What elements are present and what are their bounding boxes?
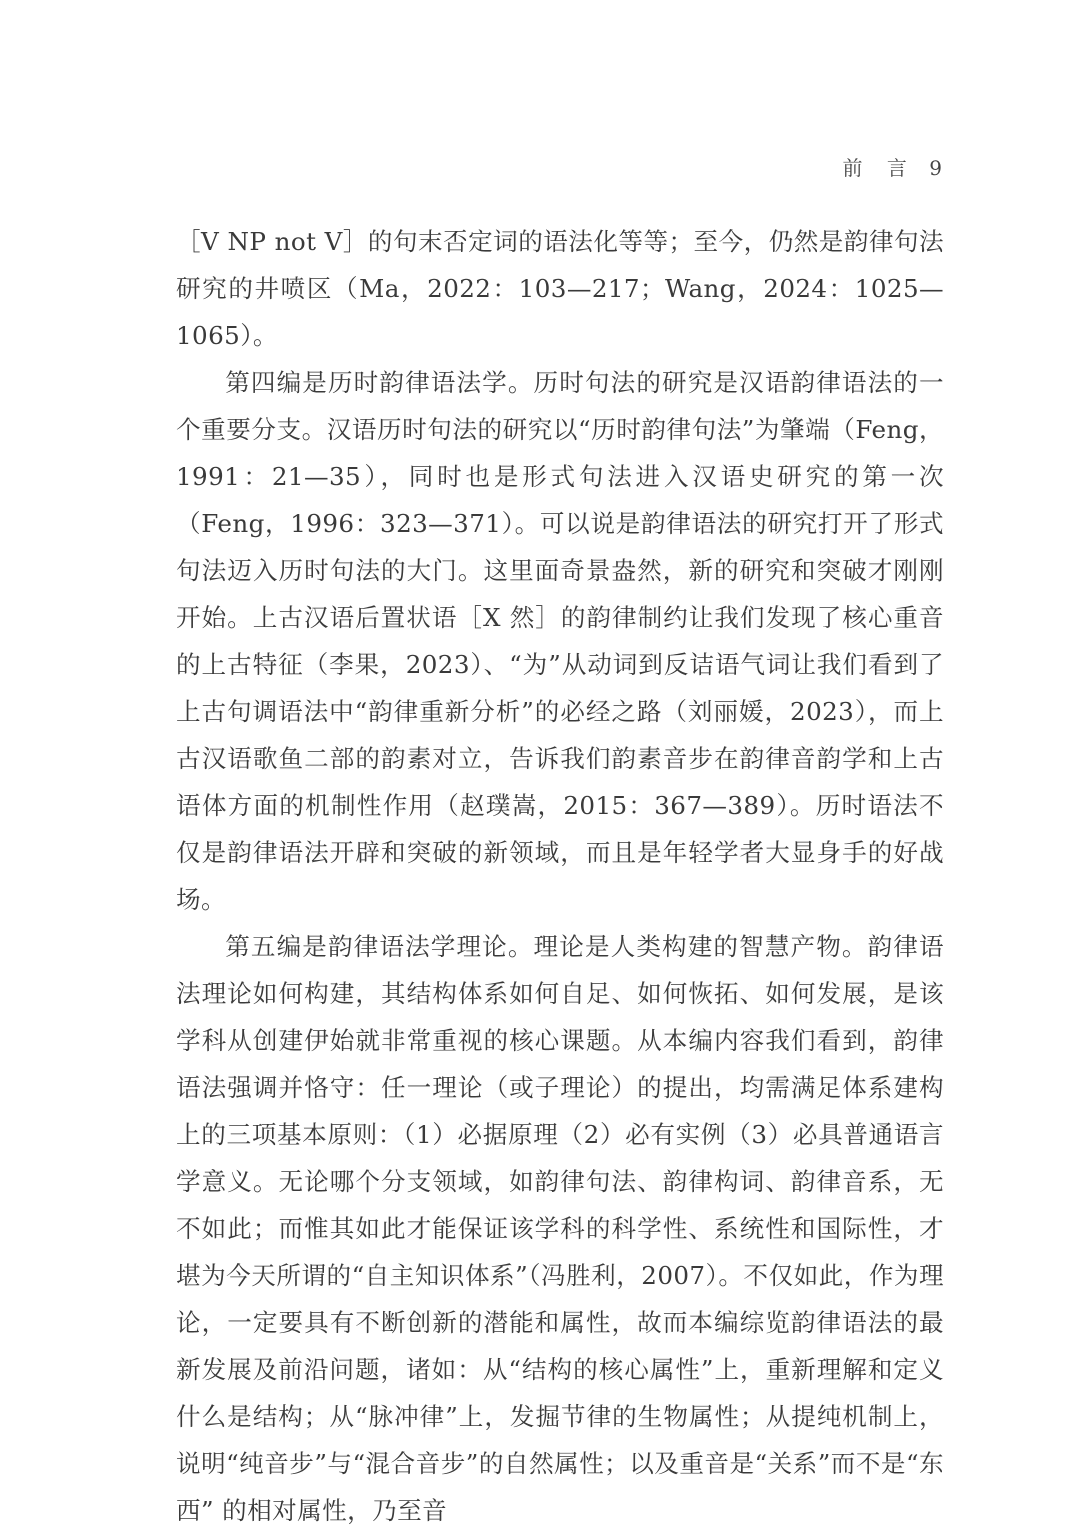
running-header [843,152,944,181]
page-number: 9 [929,156,944,180]
paragraph-part-five: 第五编是韵律语法学理论。理论是人类构建的智慧产物。韵律语法理论如何构建，其结构体系如何自足、如何恢拓、如何发展，是该学科从创建伊始就非常重视的核心课题。从本编内容我们看到，韵律语法强调并恪守：任一理论（或子理论）的提出，均需满足体系建构上的三项基本原则：（1）必据原理（2）必有实例（3）必具普通语言学意义。无论哪个分支领域，如韵律句法、韵律构词、韵律音系，无不如此；而惟其如此才能保证该学科的科学性、系统性和国际性，才堪为今天所谓的“自主知识体系”（冯胜利，2007）。不仅如此，作为理论，一定要具有不断创新的潜能和属性，故而本编综览韵律语法的最新发展及前沿问题，诸如：从“结构的核心属性”上，重新理解和定义什么是结构；从“脉冲律”上，发掘节律的生物属性；从提纯机制上，说明“纯音步”与“混合音步”的自然属性；以及重音是“关系”而不是“东西” 的相对属性，乃至音 [176,932,944,1525]
header-title: 前 言 [842,156,909,180]
body-text [176,218,944,1534]
paragraph-part-four: 第四编是历时韵律语法学。历时句法的研究是汉语韵律语法的一个重要分支。汉语历时句法的研究以“历时韵律句法”为肇端（Feng，1991：21—35），同时也是形式句法进入汉语史研究的第一次（Feng，1996：323—371）。可以说是韵律语法的研究打开了形式句法迈入历时句法的大门。这里面奇景盎然，新的研究和突破才刚刚开始。上古汉语后置状语［X 然］的韵律制约让我们发现了核心重音的上古特征（李果，2023）、“为”从动词到反诘语气词让我们看到了上古句调语法中“韵律重新分析”的必经之路（刘丽媛，2023），而上古汉语歌鱼二部的韵素对立，告诉我们韵素音步在韵律音韵学和上古语体方面的机制性作用（赵璞嵩，2015：367—389）。历时语法不仅是韵律语法开辟和突破的新领域，而且是年轻学者大显身手的好战场。 [176,368,944,914]
paragraph-continuation: ［V NP not V］的句末否定词的语法化等等；至今，仍然是韵律句法研究的井喷区（Ma，2022：103—217；Wang，2024：1025—1065）。 [176,227,944,350]
